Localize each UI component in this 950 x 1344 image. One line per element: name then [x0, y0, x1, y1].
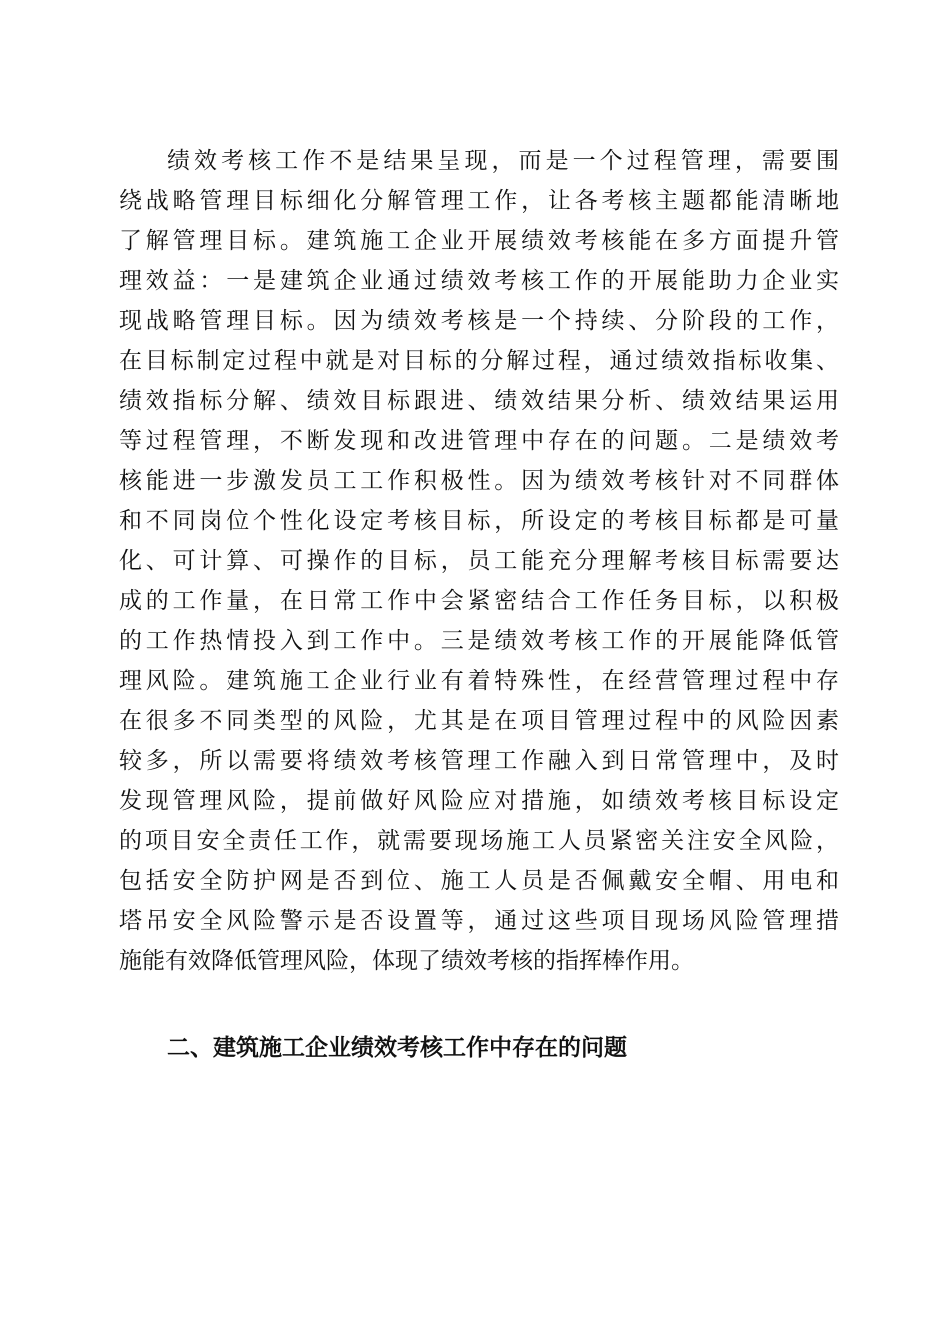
paragraph-line: 和不同岗位个性化设定考核目标，所设定的考核目标都是可量 [119, 508, 839, 534]
paragraph-line: 绕战略管理目标细化分解管理工作，让各考核主题都能清晰地 [119, 188, 839, 214]
paragraph-line: 核能进一步激发员工工作积极性。因为绩效考核针对不同群体 [119, 468, 839, 494]
paragraph-line: 在目标制定过程中就是对目标的分解过程，通过绩效指标收集、 [119, 348, 839, 374]
paragraph-line: 的项目安全责任工作，就需要现场施工人员紧密关注安全风险， [119, 828, 839, 854]
paragraph-line: 成的工作量，在日常工作中会紧密结合工作任务目标，以积极 [119, 588, 839, 614]
paragraph-line: 塔吊安全风险警示是否设置等，通过这些项目现场风险管理措 [119, 908, 839, 934]
paragraph-line: 理效益：一是建筑企业通过绩效考核工作的开展能助力企业实 [119, 268, 839, 294]
paragraph-line: 在很多不同类型的风险，尤其是在项目管理过程中的风险因素 [119, 708, 839, 734]
paragraph-line: 发现管理风险，提前做好风险应对措施，如绩效考核目标设定 [119, 788, 839, 814]
paragraph-line: 较多，所以需要将绩效考核管理工作融入到日常管理中，及时 [119, 748, 839, 774]
body-paragraph [119, 141, 839, 981]
paragraph-line: 绩效考核工作不是结果呈现，而是一个过程管理，需要围 [167, 148, 839, 174]
paragraph-line: 现战略管理目标。因为绩效考核是一个持续、分阶段的工作， [119, 308, 839, 334]
paragraph-line: 绩效指标分解、绩效目标跟进、绩效结果分析、绩效结果运用 [119, 388, 839, 414]
paragraph-line: 包括安全防护网是否到位、施工人员是否佩戴安全帽、用电和 [119, 868, 839, 894]
section-heading: 二、建筑施工企业绩效考核工作中存在的问题 [167, 1035, 627, 1061]
paragraph-line: 理风险。建筑施工企业行业有着特殊性，在经营管理过程中存 [119, 668, 839, 694]
paragraph-line: 的工作热情投入到工作中。三是绩效考核工作的开展能降低管 [119, 628, 839, 654]
paragraph-line: 等过程管理，不断发现和改进管理中存在的问题。二是绩效考 [119, 428, 839, 454]
paragraph-line: 施能有效降低管理风险，体现了绩效考核的指挥棒作用。 [119, 948, 694, 974]
paragraph-line: 化、可计算、可操作的目标，员工能充分理解考核目标需要达 [119, 548, 839, 574]
paragraph-line: 了解管理目标。建筑施工企业开展绩效考核能在多方面提升管 [119, 228, 839, 254]
